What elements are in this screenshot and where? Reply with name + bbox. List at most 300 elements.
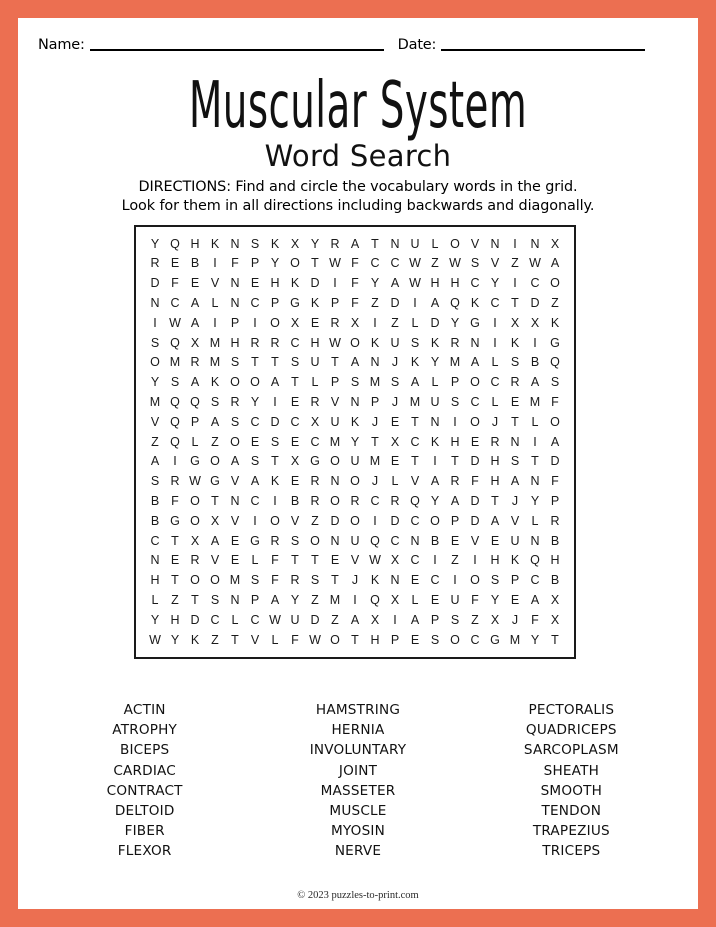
letter-cell[interactable]: O bbox=[150, 355, 160, 370]
letter-cell[interactable]: W bbox=[149, 632, 161, 647]
letter-cell[interactable]: P bbox=[430, 612, 440, 627]
letter-cell[interactable]: K bbox=[270, 236, 280, 251]
letter-cell[interactable]: P bbox=[450, 375, 460, 390]
letter-cell[interactable]: F bbox=[291, 632, 299, 647]
letter-cell[interactable]: T bbox=[271, 355, 279, 370]
word-list-item[interactable]: CARDIAC bbox=[113, 762, 176, 779]
letter-cell[interactable]: J bbox=[391, 355, 399, 370]
letter-cell[interactable]: G bbox=[490, 632, 500, 647]
letter-cell[interactable]: I bbox=[353, 592, 357, 607]
letter-cell[interactable]: A bbox=[430, 296, 440, 311]
letter-cell[interactable]: P bbox=[390, 632, 400, 647]
letter-cell[interactable]: B bbox=[150, 494, 160, 508]
letter-cell[interactable]: F bbox=[231, 256, 239, 271]
letter-cell[interactable]: S bbox=[210, 592, 220, 607]
letter-cell[interactable]: C bbox=[290, 335, 300, 350]
letter-cell[interactable]: E bbox=[510, 395, 520, 410]
letter-cell[interactable]: Z bbox=[391, 315, 399, 330]
name-input-line[interactable] bbox=[90, 49, 384, 51]
letter-cell[interactable]: N bbox=[230, 236, 240, 251]
letter-cell[interactable]: X bbox=[390, 592, 400, 607]
letter-cell[interactable]: S bbox=[450, 395, 460, 410]
letter-cell[interactable]: J bbox=[371, 474, 379, 489]
letter-cell[interactable]: T bbox=[231, 632, 239, 647]
letter-cell[interactable]: N bbox=[230, 296, 240, 311]
letter-cell[interactable]: C bbox=[290, 414, 300, 429]
letter-cell[interactable]: U bbox=[390, 335, 400, 350]
letter-cell[interactable]: K bbox=[550, 315, 560, 330]
letter-cell[interactable]: O bbox=[430, 513, 440, 528]
letter-cell[interactable]: O bbox=[450, 632, 460, 647]
letter-cell[interactable]: A bbox=[470, 355, 480, 370]
letter-cell[interactable]: M bbox=[509, 632, 521, 647]
letter-cell[interactable]: F bbox=[171, 494, 179, 508]
letter-cell[interactable]: N bbox=[470, 335, 480, 350]
word-list-item[interactable]: FLEXOR bbox=[117, 843, 172, 860]
letter-cell[interactable]: H bbox=[310, 335, 320, 350]
letter-cell[interactable]: U bbox=[290, 612, 300, 627]
word-list-item[interactable]: PECTORALIS bbox=[528, 702, 615, 718]
letter-cell[interactable]: Q bbox=[370, 533, 380, 548]
letter-cell[interactable]: X bbox=[190, 335, 200, 350]
letter-cell[interactable]: A bbox=[350, 236, 360, 251]
letter-cell[interactable]: V bbox=[470, 236, 480, 251]
letter-cell[interactable]: C bbox=[210, 612, 220, 627]
letter-cell[interactable]: R bbox=[270, 335, 280, 350]
letter-cell[interactable]: F bbox=[351, 296, 359, 311]
letter-cell[interactable]: C bbox=[490, 296, 500, 311]
letter-cell[interactable]: C bbox=[410, 434, 420, 449]
letter-cell[interactable]: I bbox=[153, 315, 157, 330]
letter-cell[interactable]: A bbox=[510, 474, 520, 489]
letter-cell[interactable]: X bbox=[290, 315, 300, 330]
letter-cell[interactable]: D bbox=[330, 513, 340, 528]
letter-cell[interactable]: Z bbox=[471, 612, 479, 627]
letter-cell[interactable]: M bbox=[449, 355, 461, 370]
letter-cell[interactable]: X bbox=[550, 236, 560, 251]
letter-cell[interactable]: F bbox=[551, 474, 559, 489]
letter-cell[interactable]: S bbox=[250, 573, 260, 588]
letter-cell[interactable]: S bbox=[150, 474, 160, 489]
letter-cell[interactable]: J bbox=[511, 494, 519, 508]
letter-cell[interactable]: A bbox=[150, 454, 160, 469]
letter-cell[interactable]: E bbox=[510, 592, 520, 607]
letter-cell[interactable]: F bbox=[551, 395, 559, 410]
letter-cell[interactable]: E bbox=[390, 454, 400, 469]
letter-cell[interactable]: D bbox=[530, 296, 540, 311]
letter-cell[interactable]: O bbox=[550, 414, 560, 429]
letter-cell[interactable]: J bbox=[351, 573, 359, 588]
letter-cell[interactable]: N bbox=[230, 592, 240, 607]
letter-cell[interactable]: V bbox=[250, 632, 260, 647]
letter-cell[interactable]: K bbox=[410, 355, 420, 370]
letter-cell[interactable]: L bbox=[491, 395, 499, 410]
letter-cell[interactable]: Y bbox=[490, 276, 500, 291]
letter-cell[interactable]: D bbox=[310, 612, 320, 627]
letter-cell[interactable]: V bbox=[230, 513, 240, 528]
letter-cell[interactable]: W bbox=[409, 256, 421, 271]
letter-cell[interactable]: R bbox=[270, 533, 280, 548]
letter-cell[interactable]: Z bbox=[171, 592, 179, 607]
letter-cell[interactable]: I bbox=[493, 335, 497, 350]
letter-cell[interactable]: O bbox=[190, 573, 200, 588]
letter-cell[interactable]: F bbox=[351, 276, 359, 291]
letter-cell[interactable]: H bbox=[490, 474, 500, 489]
letter-cell[interactable]: S bbox=[230, 355, 240, 370]
letter-cell[interactable]: F bbox=[471, 474, 479, 489]
letter-cell[interactable]: O bbox=[290, 256, 300, 271]
letter-cell[interactable]: O bbox=[270, 513, 280, 528]
letter-cell[interactable]: Z bbox=[151, 434, 159, 449]
letter-cell[interactable]: R bbox=[190, 355, 200, 370]
word-list-item[interactable]: FIBER bbox=[124, 823, 165, 840]
letter-cell[interactable]: A bbox=[530, 592, 540, 607]
letter-cell[interactable]: S bbox=[550, 375, 560, 390]
letter-cell[interactable]: T bbox=[511, 296, 519, 311]
letter-cell[interactable]: C bbox=[490, 375, 500, 390]
letter-cell[interactable]: K bbox=[210, 236, 220, 251]
letter-cell[interactable]: N bbox=[330, 533, 340, 548]
letter-cell[interactable]: X bbox=[550, 592, 560, 607]
letter-cell[interactable]: T bbox=[251, 355, 259, 370]
letter-cell[interactable]: G bbox=[550, 335, 560, 350]
letter-cell[interactable]: X bbox=[210, 513, 220, 528]
letter-cell[interactable]: D bbox=[310, 276, 320, 291]
letter-cell[interactable]: K bbox=[510, 335, 520, 350]
letter-cell[interactable]: Q bbox=[170, 414, 180, 429]
letter-cell[interactable]: X bbox=[290, 454, 300, 469]
letter-cell[interactable]: L bbox=[311, 375, 319, 390]
letter-cell[interactable]: X bbox=[290, 236, 300, 251]
letter-cell[interactable]: K bbox=[190, 632, 200, 647]
letter-cell[interactable]: R bbox=[310, 474, 320, 489]
letter-cell[interactable]: I bbox=[333, 276, 337, 291]
letter-cell[interactable]: I bbox=[373, 513, 377, 528]
letter-cell[interactable]: A bbox=[250, 474, 260, 489]
letter-cell[interactable]: N bbox=[390, 236, 400, 251]
letter-cell[interactable]: Q bbox=[550, 355, 560, 370]
letter-cell[interactable]: T bbox=[411, 454, 419, 469]
letter-cell[interactable]: P bbox=[510, 573, 520, 588]
letter-cell[interactable]: A bbox=[210, 533, 220, 548]
letter-cell[interactable]: O bbox=[230, 375, 240, 390]
letter-cell[interactable]: O bbox=[310, 533, 320, 548]
letter-cell[interactable]: V bbox=[150, 414, 160, 429]
letter-cell[interactable]: N bbox=[230, 276, 240, 291]
letter-cell[interactable]: W bbox=[369, 553, 381, 568]
letter-cell[interactable]: O bbox=[470, 414, 480, 429]
letter-cell[interactable]: N bbox=[410, 533, 420, 548]
letter-cell[interactable]: S bbox=[310, 573, 320, 588]
letter-cell[interactable]: A bbox=[530, 375, 540, 390]
letter-cell[interactable]: T bbox=[491, 494, 499, 508]
letter-cell[interactable]: A bbox=[210, 414, 220, 429]
word-list-item[interactable]: MYOSIN bbox=[330, 823, 385, 840]
letter-cell[interactable]: S bbox=[470, 256, 480, 271]
letter-cell[interactable]: A bbox=[190, 296, 200, 311]
letter-cell[interactable]: D bbox=[390, 296, 400, 311]
letter-cell[interactable]: A bbox=[430, 474, 440, 489]
letter-cell[interactable]: Y bbox=[430, 494, 440, 508]
letter-cell[interactable]: R bbox=[510, 375, 520, 390]
letter-cell[interactable]: E bbox=[250, 276, 260, 291]
letter-cell[interactable]: I bbox=[393, 612, 397, 627]
letter-cell[interactable]: W bbox=[309, 632, 321, 647]
letter-cell[interactable]: H bbox=[490, 454, 500, 469]
letter-cell[interactable]: Z bbox=[551, 296, 559, 311]
letter-cell[interactable]: E bbox=[290, 434, 300, 449]
letter-cell[interactable]: T bbox=[411, 414, 419, 429]
letter-cell[interactable]: V bbox=[210, 276, 220, 291]
letter-cell[interactable]: A bbox=[490, 513, 500, 528]
letter-cell[interactable]: K bbox=[210, 375, 220, 390]
letter-cell[interactable]: T bbox=[171, 533, 179, 548]
letter-cell[interactable]: B bbox=[530, 355, 540, 370]
letter-cell[interactable]: U bbox=[350, 454, 360, 469]
letter-cell[interactable]: D bbox=[550, 454, 560, 469]
word-list-item[interactable]: TRICEPS bbox=[542, 843, 601, 860]
letter-cell[interactable]: A bbox=[270, 375, 280, 390]
letter-cell[interactable]: F bbox=[171, 276, 179, 291]
letter-cell[interactable]: Q bbox=[190, 395, 200, 410]
letter-cell[interactable]: D bbox=[470, 494, 480, 508]
letter-cell[interactable]: S bbox=[250, 236, 260, 251]
letter-cell[interactable]: S bbox=[510, 454, 520, 469]
letter-cell[interactable]: T bbox=[171, 573, 179, 588]
letter-cell[interactable]: E bbox=[190, 276, 200, 291]
letter-cell[interactable]: L bbox=[271, 632, 279, 647]
letter-cell[interactable]: O bbox=[350, 474, 360, 489]
letter-cell[interactable]: S bbox=[410, 335, 420, 350]
letter-cell[interactable]: E bbox=[170, 256, 180, 271]
letter-cell[interactable]: T bbox=[511, 414, 519, 429]
letter-cell[interactable]: D bbox=[430, 315, 440, 330]
letter-cell[interactable]: S bbox=[210, 395, 220, 410]
letter-cell[interactable]: N bbox=[330, 474, 340, 489]
letter-cell[interactable]: N bbox=[370, 355, 380, 370]
letter-cell[interactable]: O bbox=[210, 454, 220, 469]
letter-cell[interactable]: E bbox=[490, 533, 500, 548]
letter-cell[interactable]: Y bbox=[370, 276, 380, 291]
letter-cell[interactable]: N bbox=[510, 434, 520, 449]
letter-cell[interactable]: V bbox=[410, 474, 420, 489]
letter-cell[interactable]: R bbox=[310, 395, 320, 410]
letter-cell[interactable]: T bbox=[311, 256, 319, 271]
letter-cell[interactable]: O bbox=[450, 236, 460, 251]
letter-cell[interactable]: C bbox=[410, 513, 420, 528]
letter-cell[interactable]: C bbox=[250, 296, 260, 311]
word-list-item[interactable]: MUSCLE bbox=[329, 803, 387, 820]
letter-cell[interactable]: O bbox=[330, 494, 340, 508]
letter-cell[interactable]: L bbox=[491, 355, 499, 370]
letter-cell[interactable]: T bbox=[311, 553, 319, 568]
letter-cell[interactable]: B bbox=[550, 533, 560, 548]
letter-cell[interactable]: R bbox=[310, 494, 320, 508]
letter-cell[interactable]: S bbox=[390, 375, 400, 390]
letter-cell[interactable]: M bbox=[369, 454, 381, 469]
word-list-item[interactable]: HAMSTRING bbox=[315, 702, 401, 718]
letter-cell[interactable]: Y bbox=[150, 236, 160, 251]
letter-cell[interactable]: L bbox=[231, 612, 239, 627]
letter-cell[interactable]: Y bbox=[150, 375, 160, 390]
letter-cell[interactable]: O bbox=[470, 573, 480, 588]
letter-cell[interactable]: W bbox=[169, 315, 181, 330]
letter-cell[interactable]: R bbox=[290, 573, 300, 588]
letter-cell[interactable]: P bbox=[330, 296, 340, 311]
letter-cell[interactable]: Y bbox=[490, 592, 500, 607]
letter-cell[interactable]: E bbox=[470, 434, 480, 449]
letter-cell[interactable]: Q bbox=[170, 434, 180, 449]
letter-cell[interactable]: E bbox=[310, 315, 320, 330]
letter-cell[interactable]: B bbox=[550, 573, 560, 588]
letter-cell[interactable]: A bbox=[550, 434, 560, 449]
letter-cell[interactable]: L bbox=[391, 474, 399, 489]
letter-cell[interactable]: H bbox=[190, 236, 200, 251]
letter-cell[interactable]: T bbox=[331, 573, 339, 588]
letter-cell[interactable]: D bbox=[470, 513, 480, 528]
letter-cell[interactable]: H bbox=[270, 276, 280, 291]
letter-cell[interactable]: T bbox=[291, 375, 299, 390]
letter-cell[interactable]: H bbox=[170, 612, 180, 627]
letter-cell[interactable]: M bbox=[209, 335, 221, 350]
date-input-line[interactable] bbox=[441, 49, 645, 51]
letter-cell[interactable]: P bbox=[330, 375, 340, 390]
letter-cell[interactable]: L bbox=[251, 553, 259, 568]
letter-cell[interactable]: U bbox=[430, 395, 440, 410]
letter-cell[interactable]: W bbox=[189, 474, 201, 489]
letter-cell[interactable]: W bbox=[529, 256, 541, 271]
letter-cell[interactable]: Y bbox=[270, 256, 280, 271]
letter-cell[interactable]: A bbox=[230, 454, 240, 469]
letter-cell[interactable]: T bbox=[451, 454, 459, 469]
letter-cell[interactable]: E bbox=[170, 553, 180, 568]
word-list-item[interactable]: TRAPEZIUS bbox=[532, 823, 610, 840]
letter-cell[interactable]: I bbox=[213, 315, 217, 330]
letter-cell[interactable]: S bbox=[290, 355, 300, 370]
letter-cell[interactable]: W bbox=[329, 256, 341, 271]
letter-cell[interactable]: R bbox=[250, 335, 260, 350]
letter-cell[interactable]: N bbox=[430, 414, 440, 429]
letter-cell[interactable]: O bbox=[210, 573, 220, 588]
letter-cell[interactable]: Q bbox=[170, 236, 180, 251]
letter-cell[interactable]: P bbox=[550, 494, 560, 508]
letter-cell[interactable]: T bbox=[551, 632, 559, 647]
letter-cell[interactable]: Z bbox=[331, 612, 339, 627]
letter-cell[interactable]: O bbox=[550, 276, 560, 291]
letter-cell[interactable]: L bbox=[411, 315, 419, 330]
letter-cell[interactable]: C bbox=[370, 494, 380, 508]
letter-cell[interactable]: E bbox=[290, 395, 300, 410]
letter-cell[interactable]: O bbox=[350, 513, 360, 528]
letter-cell[interactable]: N bbox=[530, 533, 540, 548]
letter-cell[interactable]: X bbox=[550, 612, 560, 627]
letter-cell[interactable]: G bbox=[310, 454, 320, 469]
letter-cell[interactable]: M bbox=[329, 592, 341, 607]
letter-cell[interactable]: C bbox=[390, 256, 400, 271]
letter-cell[interactable]: I bbox=[213, 256, 217, 271]
letter-cell[interactable]: U bbox=[410, 236, 420, 251]
letter-cell[interactable]: A bbox=[350, 355, 360, 370]
letter-cell[interactable]: N bbox=[390, 573, 400, 588]
letter-cell[interactable]: C bbox=[470, 395, 480, 410]
letter-cell[interactable]: Y bbox=[250, 395, 260, 410]
word-list-item[interactable]: CONTRACT bbox=[106, 782, 183, 799]
letter-cell[interactable]: Q bbox=[170, 335, 180, 350]
letter-cell[interactable]: A bbox=[190, 315, 200, 330]
letter-cell[interactable]: W bbox=[409, 276, 421, 291]
letter-cell[interactable]: R bbox=[330, 315, 340, 330]
letter-cell[interactable]: Z bbox=[431, 256, 439, 271]
letter-cell[interactable]: R bbox=[350, 494, 360, 508]
letter-cell[interactable]: I bbox=[273, 395, 277, 410]
letter-cell[interactable]: L bbox=[531, 414, 539, 429]
letter-cell[interactable]: O bbox=[230, 434, 240, 449]
letter-cell[interactable]: E bbox=[250, 434, 260, 449]
letter-cell[interactable]: F bbox=[271, 573, 279, 588]
letter-cell[interactable]: I bbox=[433, 454, 437, 469]
letter-cell[interactable]: N bbox=[530, 474, 540, 489]
letter-cell[interactable]: T bbox=[191, 592, 199, 607]
letter-cell[interactable]: Q bbox=[410, 494, 420, 508]
letter-cell[interactable]: R bbox=[330, 236, 340, 251]
letter-cell[interactable]: D bbox=[470, 454, 480, 469]
letter-cell[interactable]: F bbox=[271, 553, 279, 568]
letter-cell[interactable]: M bbox=[209, 355, 221, 370]
letter-cell[interactable]: K bbox=[350, 414, 360, 429]
letter-cell[interactable]: U bbox=[450, 592, 460, 607]
letter-cell[interactable]: I bbox=[453, 414, 457, 429]
letter-cell[interactable]: C bbox=[530, 573, 540, 588]
word-list-item[interactable]: ATROPHY bbox=[112, 722, 178, 739]
letter-cell[interactable]: W bbox=[329, 335, 341, 350]
letter-cell[interactable]: S bbox=[450, 612, 460, 627]
word-list-item[interactable]: DELTOID bbox=[114, 803, 175, 820]
letter-cell[interactable]: Z bbox=[511, 256, 519, 271]
letter-cell[interactable]: M bbox=[409, 395, 421, 410]
letter-cell[interactable]: Q bbox=[370, 592, 380, 607]
word-list-item[interactable]: TENDON bbox=[541, 803, 602, 820]
letter-cell[interactable]: S bbox=[350, 375, 360, 390]
letter-cell[interactable]: F bbox=[531, 612, 539, 627]
letter-cell[interactable]: H bbox=[370, 632, 380, 647]
letter-cell[interactable]: X bbox=[390, 434, 400, 449]
letter-cell[interactable]: U bbox=[330, 414, 340, 429]
letter-cell[interactable]: R bbox=[190, 553, 200, 568]
letter-cell[interactable]: U bbox=[350, 533, 360, 548]
letter-cell[interactable]: C bbox=[370, 256, 380, 271]
word-list-item[interactable]: NERVE bbox=[334, 843, 382, 860]
letter-cell[interactable]: I bbox=[493, 315, 497, 330]
letter-cell[interactable]: R bbox=[490, 434, 500, 449]
letter-cell[interactable]: T bbox=[271, 454, 279, 469]
word-search-grid[interactable] bbox=[134, 225, 576, 659]
letter-cell[interactable]: S bbox=[490, 573, 500, 588]
letter-cell[interactable]: E bbox=[410, 632, 420, 647]
letter-cell[interactable]: Y bbox=[450, 315, 460, 330]
letter-cell[interactable]: D bbox=[390, 513, 400, 528]
letter-cell[interactable]: W bbox=[269, 612, 281, 627]
letter-cell[interactable]: R bbox=[150, 256, 160, 271]
letter-cell[interactable]: M bbox=[169, 355, 181, 370]
letter-cell[interactable]: K bbox=[370, 573, 380, 588]
letter-cell[interactable]: I bbox=[533, 335, 537, 350]
letter-cell[interactable]: M bbox=[369, 375, 381, 390]
letter-cell[interactable]: F bbox=[351, 256, 359, 271]
letter-cell[interactable]: V bbox=[350, 553, 360, 568]
letter-cell[interactable]: A bbox=[350, 612, 360, 627]
letter-cell[interactable]: P bbox=[370, 395, 380, 410]
letter-cell[interactable]: J bbox=[391, 395, 399, 410]
